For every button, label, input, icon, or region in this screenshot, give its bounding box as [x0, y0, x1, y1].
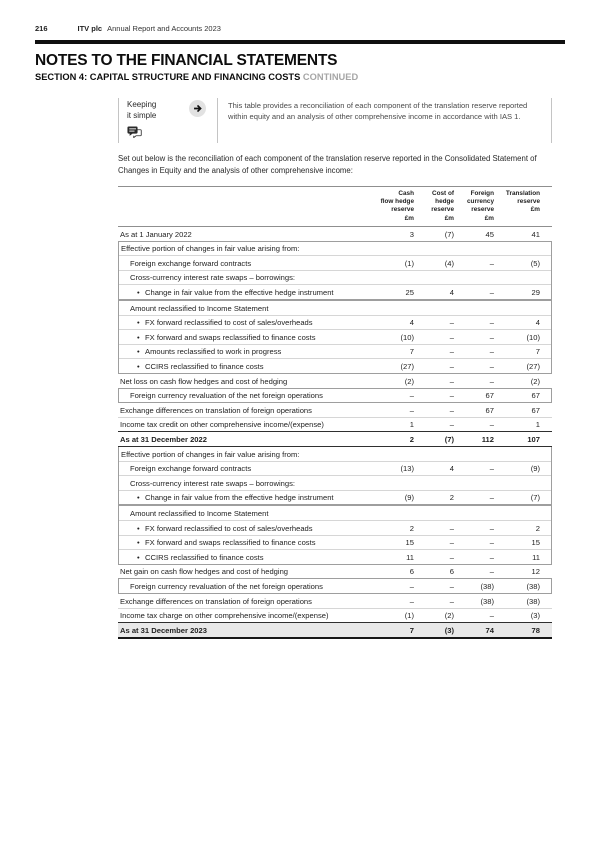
bullet-icon: • — [137, 552, 140, 562]
cell-translation-reserve: 2 — [535, 523, 540, 533]
cell-cost-of-hedge-reserve: – — [449, 538, 454, 548]
row-label: Foreign currency revaluation of the net foreign operations — [130, 581, 323, 591]
cell-cash-flow-hedge-reserve: – — [409, 391, 414, 401]
cell-cost-of-hedge-reserve: – — [449, 318, 454, 328]
bullet-icon: • — [137, 288, 140, 298]
cell-cost-of-hedge-reserve: (4) — [444, 258, 454, 268]
cell-translation-reserve: (10) — [526, 332, 540, 342]
column-header: Cost of hedge reserve £m — [431, 189, 454, 222]
cell-cash-flow-hedge-reserve: 6 — [409, 567, 414, 577]
cell-cost-of-hedge-reserve: 4 — [449, 464, 454, 474]
report-title: Annual Report and Accounts 2023 — [107, 24, 221, 33]
callout-label-column — [119, 98, 177, 143]
row-label: Income tax credit on other comprehensive income/(expense) — [120, 420, 324, 430]
cell-cost-of-hedge-reserve: 4 — [449, 288, 454, 298]
cell-foreign-currency-reserve: – — [489, 258, 494, 268]
cell-translation-reserve: 29 — [531, 288, 540, 298]
cell-translation-reserve: 15 — [531, 538, 540, 548]
table-group-box — [118, 505, 552, 564]
table-row — [119, 476, 551, 491]
row-label: Net loss on cash flow hedges and cost of hedging — [120, 376, 288, 386]
row-label: Foreign exchange forward contracts — [130, 258, 252, 268]
table-row — [119, 462, 551, 477]
cell-translation-reserve: 107 — [527, 434, 540, 444]
cell-foreign-currency-reserve: (38) — [480, 581, 494, 591]
page-title: NOTES TO THE FINANCIAL STATEMENTS — [35, 52, 338, 69]
header-rule — [35, 40, 565, 44]
row-label: Exchange differences on translation of foreign operations — [120, 596, 312, 606]
cell-cost-of-hedge-reserve: – — [449, 391, 454, 401]
cell-foreign-currency-reserve: 67 — [485, 405, 494, 415]
cell-cost-of-hedge-reserve: (7) — [444, 434, 454, 444]
cell-cash-flow-hedge-reserve: 7 — [409, 625, 414, 635]
row-label: Amount reclassified to Income Statement — [130, 303, 269, 313]
cell-cash-flow-hedge-reserve: 11 — [406, 552, 414, 562]
cell-foreign-currency-reserve: – — [489, 567, 494, 577]
cell-translation-reserve: (38) — [526, 581, 540, 591]
row-label: Foreign currency revaluation of the net foreign operations — [130, 391, 323, 401]
row-label: • Amounts reclassified to work in progress — [137, 347, 282, 357]
row-label: Exchange differences on translation of foreign operations — [120, 405, 312, 415]
cell-cash-flow-hedge-reserve: (27) — [400, 362, 414, 371]
cell-foreign-currency-reserve: – — [489, 288, 494, 298]
bullet-icon: • — [137, 523, 140, 533]
cell-cost-of-hedge-reserve: (7) — [444, 229, 454, 239]
cell-cost-of-hedge-reserve: (2) — [444, 611, 454, 621]
table-row — [118, 227, 552, 241]
table-group-box — [118, 300, 552, 374]
table-group-box — [118, 241, 552, 300]
row-label: As at 31 December 2022 — [120, 434, 207, 444]
row-label: Net gain on cash flow hedges and cost of hedging — [120, 567, 289, 577]
cell-cash-flow-hedge-reserve: 7 — [409, 347, 414, 357]
intro-paragraph: Set out below is the reconciliation of each component of the translation reserve reported in the Consolidated Statement of Changes in Equity and the analysis of other comprehensive income: — [118, 153, 537, 175]
cell-foreign-currency-reserve: – — [489, 611, 494, 621]
table-row — [119, 256, 551, 271]
cell-foreign-currency-reserve: – — [489, 538, 494, 548]
row-label: • FX forward and swaps reclassified to finance costs — [137, 538, 316, 548]
table-row — [119, 316, 551, 331]
cell-translation-reserve: 11 — [532, 552, 540, 562]
brand-name: ITV plc — [77, 24, 103, 33]
table-row — [119, 521, 551, 536]
cell-cash-flow-hedge-reserve: (1) — [404, 611, 414, 621]
cell-translation-reserve: 4 — [535, 318, 540, 328]
cell-cost-of-hedge-reserve: – — [449, 552, 454, 562]
column-header: Foreign currency reserve £m — [467, 189, 494, 222]
cell-foreign-currency-reserve: 67 — [485, 391, 494, 401]
column-header: Translation reserve £m — [505, 189, 540, 214]
cell-cash-flow-hedge-reserve: (2) — [404, 376, 414, 386]
callout-text: This table provides a reconciliation of each component of the translation reserve reported within equity and an analysis of other comprehensive income in accordance with IAS 1. — [228, 101, 528, 122]
table-row — [118, 374, 552, 388]
cell-cost-of-hedge-reserve: 6 — [449, 567, 454, 577]
cell-translation-reserve: (38) — [526, 596, 540, 606]
callout-right-rule — [551, 98, 552, 143]
section-title-text: SECTION 4: CAPITAL STRUCTURE AND FINANCING COSTS — [35, 72, 301, 82]
column-header: Cash flow hedge reserve £m — [380, 189, 414, 222]
cell-cost-of-hedge-reserve: – — [449, 405, 454, 415]
speech-bubbles-icon — [127, 125, 177, 143]
table-row — [119, 389, 551, 403]
table-row — [119, 579, 551, 593]
table-row — [118, 418, 552, 432]
cell-foreign-currency-reserve: – — [489, 376, 494, 386]
row-label: Effective portion of changes in fair value arising from: — [121, 244, 300, 254]
cell-foreign-currency-reserve: – — [489, 347, 494, 357]
table-row — [119, 330, 551, 345]
table-group-box — [118, 447, 552, 505]
cell-cash-flow-hedge-reserve: 2 — [409, 434, 414, 444]
table-row — [119, 271, 551, 286]
cell-cost-of-hedge-reserve: – — [449, 332, 454, 342]
row-label: Income tax charge on other comprehensive income/(expense) — [120, 611, 329, 621]
table-row — [119, 359, 551, 373]
row-label: • CCIRS reclassified to finance costs — [137, 552, 264, 562]
section-title — [35, 72, 565, 82]
table-header-row — [118, 186, 552, 227]
cell-cash-flow-hedge-reserve: 4 — [409, 318, 414, 328]
table-row — [119, 550, 551, 564]
row-label: Effective portion of changes in fair value arising from: — [121, 449, 300, 459]
cell-foreign-currency-reserve: – — [489, 552, 494, 562]
cell-cost-of-hedge-reserve: – — [449, 420, 454, 430]
cell-translation-reserve: 12 — [531, 567, 540, 577]
cell-translation-reserve: (9) — [530, 464, 540, 474]
cell-cash-flow-hedge-reserve: – — [409, 596, 414, 606]
cell-foreign-currency-reserve: – — [489, 493, 494, 503]
callout-arrow-column — [177, 98, 217, 143]
row-label: As at 31 December 2023 — [120, 625, 207, 635]
bullet-icon: • — [137, 347, 140, 357]
row-label: • FX forward reclassified to cost of sales/overheads — [137, 523, 313, 533]
cell-cost-of-hedge-reserve: – — [449, 347, 454, 357]
table-row — [119, 285, 551, 299]
cell-translation-reserve: (2) — [530, 376, 540, 386]
cell-cash-flow-hedge-reserve: (1) — [404, 258, 414, 268]
cell-translation-reserve: 41 — [531, 229, 540, 239]
cell-cash-flow-hedge-reserve: (10) — [400, 332, 414, 342]
cell-cash-flow-hedge-reserve: – — [409, 581, 414, 591]
cell-translation-reserve: (7) — [530, 493, 540, 503]
cell-cost-of-hedge-reserve: – — [449, 523, 454, 533]
translation-reserve-table — [118, 186, 552, 639]
row-label: Cross-currency interest rate swaps – borrowings: — [130, 273, 296, 283]
bullet-icon: • — [137, 538, 140, 548]
bullet-icon: • — [137, 493, 140, 503]
cell-cash-flow-hedge-reserve: 25 — [405, 288, 414, 298]
cell-cash-flow-hedge-reserve: (13) — [400, 464, 414, 474]
arrow-right-circle-icon — [189, 100, 206, 117]
table-row — [118, 609, 552, 623]
row-label: Cross-currency interest rate swaps – borrowings: — [130, 478, 296, 488]
table-row — [118, 403, 552, 418]
row-label: • FX forward and swaps reclassified to finance costs — [137, 332, 316, 342]
row-label: • Change in fair value from the effective hedge instrument — [137, 288, 334, 298]
cell-cash-flow-hedge-reserve: (9) — [404, 493, 414, 503]
table-row — [118, 565, 552, 579]
table-row — [119, 506, 551, 521]
cell-translation-reserve: (27) — [526, 362, 540, 371]
table-group-box — [118, 388, 552, 404]
row-label: • FX forward reclassified to cost of sales/overheads — [137, 318, 313, 328]
cell-foreign-currency-reserve: 45 — [485, 229, 494, 239]
row-label: Foreign exchange forward contracts — [130, 464, 252, 474]
bullet-icon: • — [137, 318, 140, 328]
callout-label: Keeping it simple — [127, 100, 157, 120]
row-label: As at 1 January 2022 — [120, 229, 192, 239]
table-row — [118, 594, 552, 609]
table-row — [118, 622, 552, 639]
cell-foreign-currency-reserve: 112 — [481, 434, 494, 444]
cell-cash-flow-hedge-reserve: 2 — [409, 523, 414, 533]
table-row — [119, 301, 551, 316]
cell-translation-reserve: 1 — [535, 420, 540, 430]
cell-foreign-currency-reserve: 74 — [485, 625, 494, 635]
cell-cash-flow-hedge-reserve: 1 — [409, 420, 414, 430]
table-row — [119, 345, 551, 360]
bullet-icon: • — [137, 332, 140, 342]
table-row — [119, 536, 551, 551]
keeping-it-simple-callout — [118, 98, 552, 143]
cell-translation-reserve: 67 — [531, 405, 540, 415]
cell-cost-of-hedge-reserve: (3) — [444, 625, 454, 635]
cell-translation-reserve: 7 — [535, 347, 540, 357]
table-row — [118, 431, 552, 447]
cell-cost-of-hedge-reserve: – — [449, 362, 454, 371]
cell-foreign-currency-reserve: – — [489, 332, 494, 342]
cell-cash-flow-hedge-reserve: 3 — [409, 229, 414, 239]
running-header — [35, 24, 565, 33]
cell-cost-of-hedge-reserve: – — [449, 581, 454, 591]
row-label: • CCIRS reclassified to finance costs — [137, 362, 264, 371]
cell-cost-of-hedge-reserve: – — [449, 376, 454, 386]
cell-translation-reserve: (5) — [530, 258, 540, 268]
cell-foreign-currency-reserve: – — [489, 523, 494, 533]
table-row — [119, 242, 551, 257]
table-row — [119, 447, 551, 462]
cell-foreign-currency-reserve: (38) — [480, 596, 494, 606]
page-number: 216 — [35, 24, 48, 33]
table-group-box — [118, 578, 552, 594]
cell-translation-reserve: 78 — [531, 625, 540, 635]
cell-foreign-currency-reserve: – — [489, 420, 494, 430]
row-label: Amount reclassified to Income Statement — [130, 508, 269, 518]
cell-cash-flow-hedge-reserve: 15 — [405, 538, 414, 548]
cell-foreign-currency-reserve: – — [489, 318, 494, 328]
cell-translation-reserve: 67 — [531, 391, 540, 401]
row-label: • Change in fair value from the effective hedge instrument — [137, 493, 334, 503]
cell-cost-of-hedge-reserve: – — [449, 596, 454, 606]
cell-translation-reserve: (3) — [530, 611, 540, 621]
table-row — [119, 491, 551, 505]
cell-cost-of-hedge-reserve: 2 — [449, 493, 454, 503]
continued-label: CONTINUED — [302, 72, 359, 82]
cell-foreign-currency-reserve: – — [489, 464, 494, 474]
cell-foreign-currency-reserve: – — [489, 362, 494, 371]
bullet-icon: • — [137, 362, 140, 371]
cell-cash-flow-hedge-reserve: – — [409, 405, 414, 415]
